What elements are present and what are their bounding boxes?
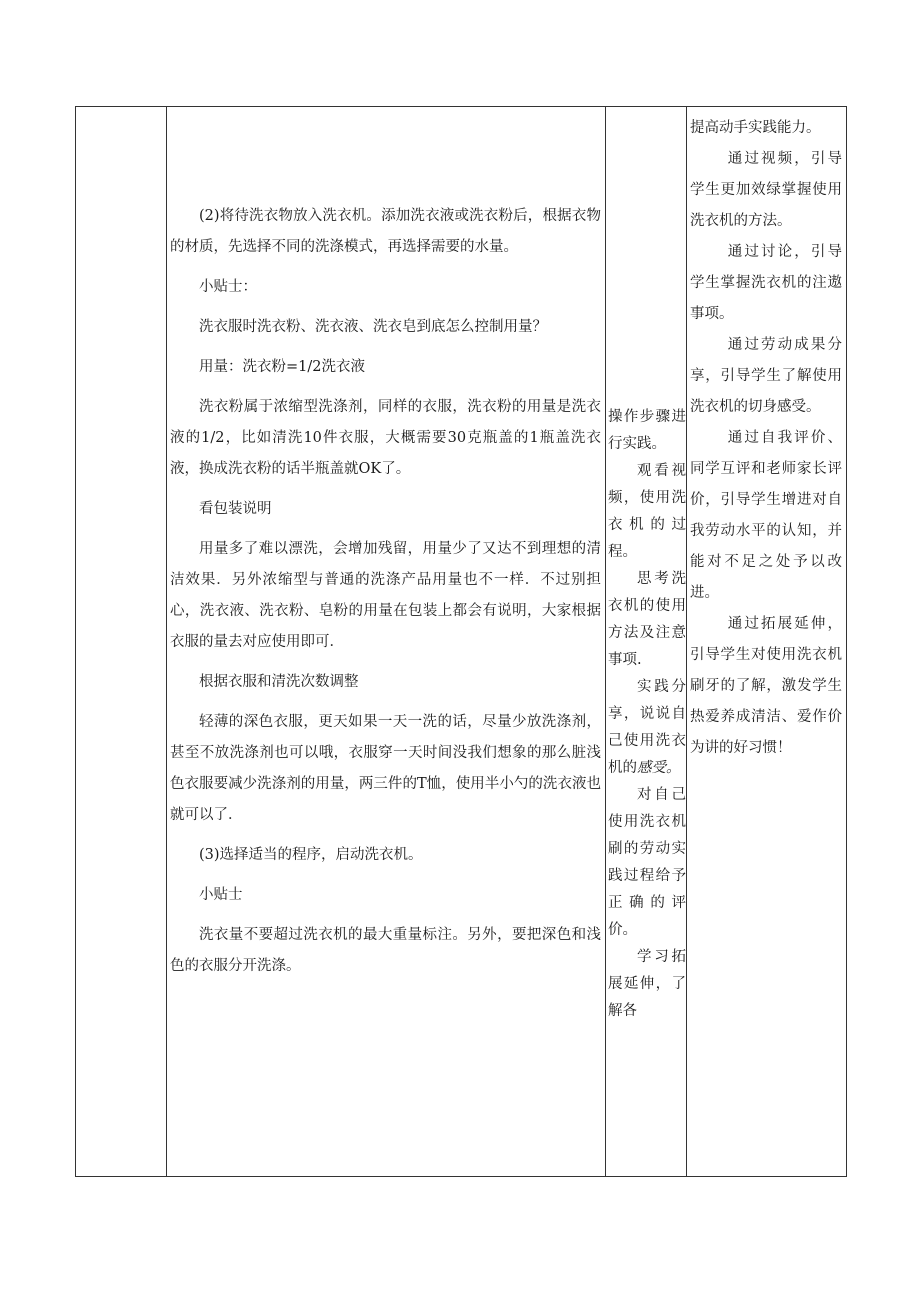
activity-paragraph: 学习拓展延伸，了解各: [608, 949, 686, 1019]
activity-paragraph: 操作步骤进行实践。: [608, 409, 686, 452]
activity-text: 实践分享，说说自己使用洗衣机的: [608, 679, 686, 776]
activity-text-italic: 感受。: [637, 760, 681, 776]
intent-paragraph: 通过劳动成果分享，引导学生了解使用洗衣机的切身感受。: [690, 337, 842, 415]
content-paragraph: 用量多了难以漂洗，会增加残留，用量少了又达不到理想的清洁效果．另外浓缩型与普通的洗涤产品用量也不一样．不过别担心，洗衣液、洗衣粉、皂粉的用量在包装上都会有说明，大家根据衣服的量去对应使用即可．: [170, 541, 601, 650]
teaching-content-cell: [167, 107, 605, 1176]
intent-paragraph: 提高动手实践能力。: [690, 120, 821, 136]
student-activity-cell: [606, 107, 686, 1176]
content-paragraph: (2)将待洗衣物放入洗衣机。添加洗衣液或洗衣粉后，根据衣物的材质，先选择不同的洗涤模式，再选择需要的水量。: [170, 208, 601, 255]
content-paragraph: 小贴士：: [199, 279, 257, 295]
activity-paragraph: [608, 674, 686, 782]
content-paragraph: 用量：洗衣粉=1/2洗衣液: [199, 359, 365, 375]
intent-paragraph: 通过讨论，引导学生掌握洗衣机的注遨事项。: [690, 244, 842, 322]
content-paragraph: 根据衣服和清洗次数调整: [199, 674, 359, 690]
lesson-table: [75, 106, 847, 1177]
design-intent-cell: [687, 107, 845, 1176]
content-paragraph: 洗衣服时洗衣粉、洗衣液、洗衣皂到底怎么控制用量？: [199, 319, 547, 335]
content-paragraph: 小贴士: [199, 887, 243, 903]
activity-paragraph: 观看视频，使用洗衣机的过程。: [608, 463, 686, 560]
content-paragraph: 轻薄的深色衣服，更天如果一天一洗的话，尽量少放洗涤剂，甚至不放洗涤剂也可以哦，衣服穿一天时间没我们想象的那么脏浅色衣服要减少洗涤剂的用量，两三件的T恤，使用半小勺的洗衣液也就可以了．: [170, 714, 601, 823]
content-paragraph: 看包装说明: [199, 501, 272, 517]
intent-paragraph: 通过拓展延伸，引导学生对使用洗衣机刷牙的了解，激发学生热爱养成清洁、爱作价为讲的好习惯！: [690, 616, 842, 756]
activity-paragraph: 对自己使用洗衣机刷的劳动实践过程给予正确的评价。: [608, 787, 686, 938]
intent-paragraph: 通过视频，引导学生更加效绿掌握使用洗衣机的方法。: [690, 151, 842, 229]
content-paragraph: 洗衣粉属于浓缩型洗涤剂，同样的衣服，洗衣粉的用量是洗衣液的1/2，比如清洗10件衣服，大概需要30克瓶盖的1瓶盖洗衣液，换成洗衣粉的话半瓶盖就OK了。: [170, 399, 601, 477]
content-paragraph: (3)选择适当的程序，启动洗衣机。: [199, 847, 423, 863]
content-paragraph: 洗衣量不要超过洗衣机的最大重量标注。另外，要把深色和浅色的衣服分开洗涤。: [170, 927, 601, 974]
intent-paragraph: 通过自我评价、同学互评和老师家长评价，引导学生增进对自我劳动水平的认知，并能对不足之处予以改进。: [690, 430, 842, 601]
activity-paragraph: 思考洗衣机的使用方法及注意事项.: [608, 571, 686, 668]
